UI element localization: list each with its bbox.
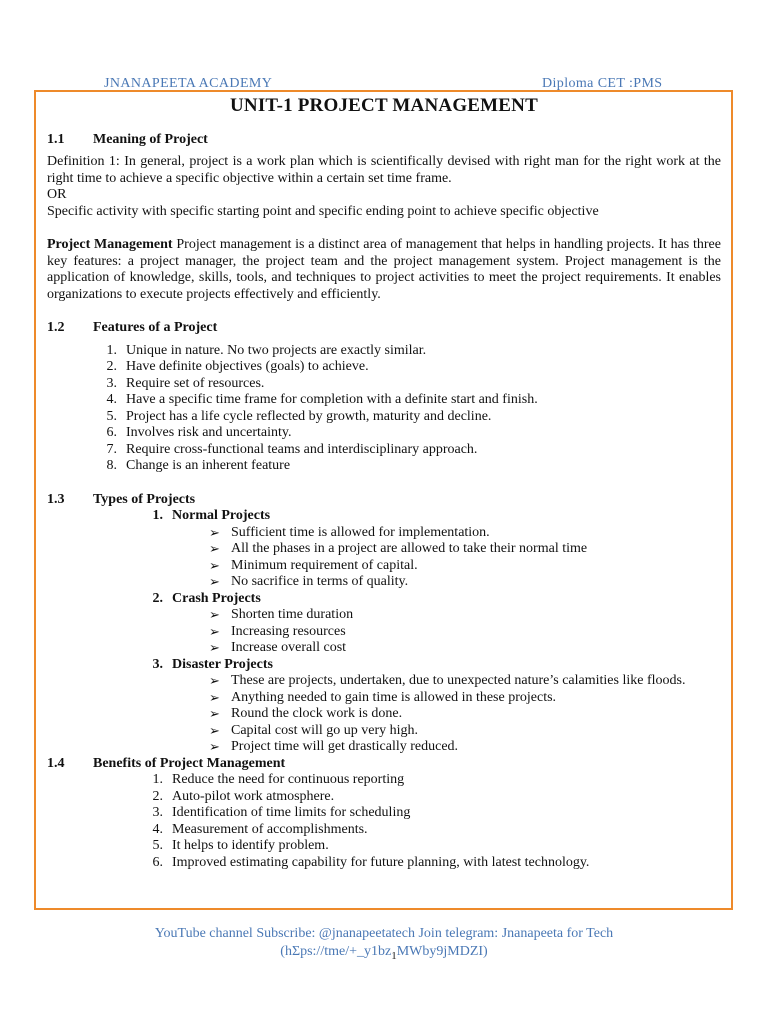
section-heading-1-3 (47, 492, 721, 509)
page-title: UNIT-1 PROJECT MANAGEMENT (230, 95, 538, 116)
alt-definition: Specific activity with specific starting point and specific ending point to achieve specific objective (47, 203, 599, 219)
section-number: 1.4 (47, 755, 65, 771)
list-item: ➢ Sufficient time is allowed for implementation. (47, 525, 721, 542)
arrow-bullet-icon: ➢ (209, 640, 220, 655)
list-item: 1. Reduce the need for continuous reporting (152, 772, 405, 787)
normal-projects-list (47, 525, 721, 591)
page-footer (0, 925, 768, 965)
section-number: 1.3 (47, 491, 65, 507)
section-title: Benefits of Project Management (93, 755, 286, 771)
list-item: 5. It helps to identify problem. (152, 838, 329, 853)
list-item: 6. Improved estimating capability for future planning, with latest technology. (152, 854, 590, 870)
list-item: 3. Identification of time limits for scheduling (152, 805, 411, 820)
arrow-bullet-icon: ➢ (209, 607, 220, 622)
section-heading-1-1 (47, 132, 721, 149)
arrow-bullet-icon: ➢ (209, 574, 220, 589)
list-item: ➢ Project time will get drastically reduced. (47, 739, 721, 756)
section-heading-1-2 (47, 320, 721, 337)
list-item: 4. Have a specific time frame for completion with a definite start and finish. (106, 392, 538, 407)
arrow-bullet-icon: ➢ (209, 689, 220, 705)
section-title: Features of a Project (93, 320, 218, 335)
or-separator: OR (47, 187, 67, 202)
arrow-bullet-icon: ➢ (209, 623, 220, 639)
arrow-bullet-icon: ➢ (209, 524, 220, 540)
list-item: 2. Auto-pilot work atmosphere. (152, 788, 335, 804)
section-heading-1-4 (47, 756, 721, 773)
arrow-bullet-icon: ➢ (209, 722, 220, 738)
page-number: 1 (391, 949, 397, 962)
pm-bold-term: Project Management (47, 237, 173, 252)
list-item: 3. Require set of resources. (106, 375, 265, 391)
benefits-list (47, 772, 721, 871)
list-item: ➢ Minimum requirement of capital. (47, 558, 721, 575)
list-item: ➢ Shorten time duration (47, 607, 721, 624)
project-type-heading: 2. Crash Projects (152, 590, 261, 606)
project-type-heading: 3. Disaster Projects (152, 656, 273, 672)
arrow-bullet-icon: ➢ (209, 541, 220, 556)
arrow-bullet-icon: ➢ (209, 706, 220, 721)
header-academy-name: JNANAPEETA ACADEMY (104, 76, 273, 91)
crash-projects-list (47, 607, 721, 657)
list-item: ➢ All the phases in a project are allowed to take their normal time (47, 541, 721, 558)
section-title: Meaning of Project (93, 131, 208, 147)
section-number: 1.1 (47, 131, 65, 147)
project-type-heading: 1. Normal Projects (152, 508, 271, 523)
footer-subscribe-line: YouTube channel Subscribe: @jnanapeetatech Join telegram: Jnanapeeta for Tech (154, 926, 614, 941)
list-item: 5. Project has a life cycle reflected by growth, maturity and decline. (106, 408, 492, 424)
list-item: ➢ Capital cost will go up very high. (47, 723, 721, 740)
section-title: Types of Projects (93, 491, 196, 507)
list-item: ➢ Round the clock work is done. (47, 706, 721, 723)
list-item: ➢ Increase overall cost (47, 640, 721, 657)
list-item: 6. Involves risk and uncertainty. (106, 425, 292, 440)
list-item: 7. Require cross-functional teams and interdisciplinary approach. (106, 441, 478, 457)
disaster-projects-list (47, 673, 721, 756)
list-item: 8. Change is an inherent feature (106, 458, 291, 473)
section-number: 1.2 (47, 320, 65, 335)
arrow-bullet-icon: ➢ (209, 673, 220, 688)
arrow-bullet-icon: ➢ (209, 557, 220, 573)
features-list (47, 343, 721, 475)
footer-link-line[interactable]: $(h\Sigma ps://tme/+\_y1bz_1MWby9jMDZI)$ (280, 944, 488, 962)
arrow-bullet-icon: ➢ (209, 739, 220, 754)
header-course-name: Diploma CET :PMS (542, 76, 663, 91)
list-item: 2. Have definite objectives (goals) to achieve. (106, 359, 369, 374)
list-item: 1. Unique in nature. No two projects are exactly similar. (106, 342, 427, 358)
document-body (47, 95, 721, 871)
definition-paragraph: Definition 1: In general, project is a work plan which is scientifically devised with right man for the right work at the right time to achieve a specific objective within a certain set time frame. (47, 154, 721, 186)
list-item: ➢ No sacrifice in terms of quality. (47, 574, 721, 591)
list-item: ➢ These are projects, undertaken, due to unexpected nature’s calamities like floods. (47, 673, 721, 690)
list-item: 4. Measurement of accomplishments. (152, 821, 368, 837)
pm-description: Project management is a distinct area of management that helps in handling projects. It has three key features: a project manager, the project team and the project management system. Project management is the application of knowledge, skills, tools, and techniques to project activities to meet the project requirements. It enables organizations to execute projects effectively and efficiently. (47, 237, 721, 302)
list-item: ➢ Anything needed to gain time is allowed in these projects. (47, 690, 721, 707)
pm-paragraph (47, 237, 721, 303)
list-item: ➢ Increasing resources (47, 624, 721, 641)
